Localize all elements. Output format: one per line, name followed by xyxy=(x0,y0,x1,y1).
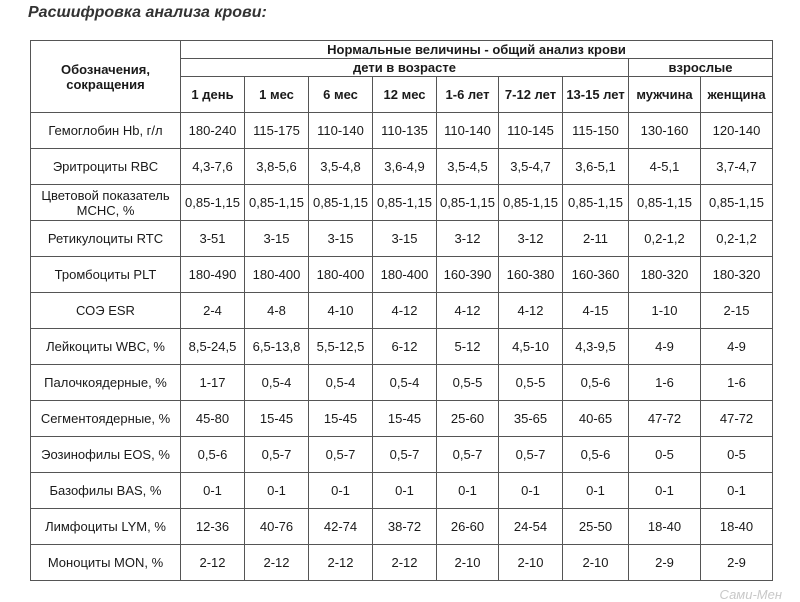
table-cell: 2-10 xyxy=(437,545,499,581)
table-cell: 35-65 xyxy=(499,401,563,437)
row-label: Лимфоциты LYM, % xyxy=(31,509,181,545)
table-cell: 0-1 xyxy=(437,473,499,509)
watermark: Сами-Мен xyxy=(719,587,782,602)
table-cell: 1-6 xyxy=(629,365,701,401)
table-row xyxy=(31,221,773,257)
row-label: Цветовой показатель MCHC, % xyxy=(31,185,181,221)
table-cell: 160-380 xyxy=(499,257,563,293)
table-cell: 2-9 xyxy=(701,545,773,581)
table-cell: 3-15 xyxy=(245,221,309,257)
table-cell: 2-12 xyxy=(181,545,245,581)
table-cell: 4-9 xyxy=(629,329,701,365)
row-label: Тромбоциты PLT xyxy=(31,257,181,293)
table-cell: 2-9 xyxy=(629,545,701,581)
table-cell: 0,5-7 xyxy=(437,437,499,473)
table-cell: 1-10 xyxy=(629,293,701,329)
table-cell: 160-360 xyxy=(563,257,629,293)
table-cell: 3,8-5,6 xyxy=(245,149,309,185)
table-cell: 180-320 xyxy=(701,257,773,293)
table-cell: 0,5-7 xyxy=(499,437,563,473)
row-label: Моноциты MON, % xyxy=(31,545,181,581)
children-group-header: дети в возрасте xyxy=(181,59,629,77)
table-cell: 4-12 xyxy=(437,293,499,329)
table-cell: 0-5 xyxy=(701,437,773,473)
table-cell: 3-51 xyxy=(181,221,245,257)
table-cell: 0-1 xyxy=(245,473,309,509)
table-cell: 0,5-4 xyxy=(245,365,309,401)
table-cell: 4-12 xyxy=(499,293,563,329)
table-cell: 115-175 xyxy=(245,113,309,149)
table-cell: 0,85-1,15 xyxy=(245,185,309,221)
table-cell: 26-60 xyxy=(437,509,499,545)
table-cell: 110-145 xyxy=(499,113,563,149)
table-cell: 42-74 xyxy=(309,509,373,545)
table-cell: 6-12 xyxy=(373,329,437,365)
table-cell: 15-45 xyxy=(245,401,309,437)
row-label: Ретикулоциты RTC xyxy=(31,221,181,257)
table-cell: 6,5-13,8 xyxy=(245,329,309,365)
column-header: 6 мес xyxy=(309,77,373,113)
table-cell: 47-72 xyxy=(701,401,773,437)
column-header: 1 день xyxy=(181,77,245,113)
table-cell: 0-1 xyxy=(629,473,701,509)
table-cell: 0,5-7 xyxy=(245,437,309,473)
table-cell: 115-150 xyxy=(563,113,629,149)
column-header: 1 мес xyxy=(245,77,309,113)
table-cell: 1-17 xyxy=(181,365,245,401)
table-cell: 3-15 xyxy=(373,221,437,257)
row-label: Сегментоядерные, % xyxy=(31,401,181,437)
row-label: Гемоглобин Hb, г/л xyxy=(31,113,181,149)
table-cell: 130-160 xyxy=(629,113,701,149)
column-header: 13-15 лет xyxy=(563,77,629,113)
table-cell: 0,85-1,15 xyxy=(563,185,629,221)
table-row xyxy=(31,437,773,473)
table-cell: 4-8 xyxy=(245,293,309,329)
table-cell: 2-12 xyxy=(373,545,437,581)
table-cell: 160-390 xyxy=(437,257,499,293)
table-cell: 47-72 xyxy=(629,401,701,437)
table-cell: 0,85-1,15 xyxy=(181,185,245,221)
table-cell: 8,5-24,5 xyxy=(181,329,245,365)
adults-group-header: взрослые xyxy=(629,59,773,77)
group-title: Нормальные величины - общий анализ крови xyxy=(181,41,773,59)
table-cell: 2-10 xyxy=(563,545,629,581)
table-row xyxy=(31,149,773,185)
table-row xyxy=(31,545,773,581)
table-cell: 0-1 xyxy=(499,473,563,509)
row-label: Эритроциты RBC xyxy=(31,149,181,185)
table-cell: 3-15 xyxy=(309,221,373,257)
table-cell: 5-12 xyxy=(437,329,499,365)
table-cell: 0,85-1,15 xyxy=(373,185,437,221)
table-row xyxy=(31,113,773,149)
table-row xyxy=(31,293,773,329)
table-row xyxy=(31,329,773,365)
table-cell: 1-6 xyxy=(701,365,773,401)
table-row xyxy=(31,365,773,401)
table-cell: 110-135 xyxy=(373,113,437,149)
column-header: мужчина xyxy=(629,77,701,113)
column-header: 7-12 лет xyxy=(499,77,563,113)
row-label: Палочкоядерные, % xyxy=(31,365,181,401)
table-cell: 18-40 xyxy=(629,509,701,545)
table-cell: 4-12 xyxy=(373,293,437,329)
table-cell: 45-80 xyxy=(181,401,245,437)
table-cell: 3-12 xyxy=(499,221,563,257)
column-header: 1-6 лет xyxy=(437,77,499,113)
table-cell: 0,5-6 xyxy=(563,365,629,401)
table-cell: 4-15 xyxy=(563,293,629,329)
table-cell: 3,5-4,7 xyxy=(499,149,563,185)
table-cell: 2-12 xyxy=(309,545,373,581)
table-cell: 2-12 xyxy=(245,545,309,581)
table-cell: 4,3-7,6 xyxy=(181,149,245,185)
table-row xyxy=(31,257,773,293)
table-cell: 3-12 xyxy=(437,221,499,257)
table-cell: 0,85-1,15 xyxy=(629,185,701,221)
table-row xyxy=(31,185,773,221)
table-cell: 180-400 xyxy=(309,257,373,293)
table-cell: 3,5-4,8 xyxy=(309,149,373,185)
table-cell: 0,5-4 xyxy=(309,365,373,401)
table-cell: 4-10 xyxy=(309,293,373,329)
table-cell: 0-5 xyxy=(629,437,701,473)
table-cell: 24-54 xyxy=(499,509,563,545)
table-cell: 0,5-6 xyxy=(563,437,629,473)
table-cell: 0-1 xyxy=(701,473,773,509)
table-cell: 2-4 xyxy=(181,293,245,329)
table-cell: 180-400 xyxy=(373,257,437,293)
table-cell: 38-72 xyxy=(373,509,437,545)
table-cell: 0,5-5 xyxy=(437,365,499,401)
table-cell: 4-9 xyxy=(701,329,773,365)
table-cell: 3,5-4,5 xyxy=(437,149,499,185)
table-cell: 180-400 xyxy=(245,257,309,293)
column-header: 12 мес xyxy=(373,77,437,113)
table-cell: 180-240 xyxy=(181,113,245,149)
table-row xyxy=(31,401,773,437)
table-cell: 12-36 xyxy=(181,509,245,545)
table-cell: 0,5-6 xyxy=(181,437,245,473)
table-cell: 4,5-10 xyxy=(499,329,563,365)
table-cell: 25-60 xyxy=(437,401,499,437)
table-cell: 110-140 xyxy=(437,113,499,149)
table-cell: 0-1 xyxy=(309,473,373,509)
table-cell: 180-490 xyxy=(181,257,245,293)
table-cell: 0-1 xyxy=(373,473,437,509)
table-cell: 5,5-12,5 xyxy=(309,329,373,365)
table-cell: 3,6-4,9 xyxy=(373,149,437,185)
row-label: СОЭ ESR xyxy=(31,293,181,329)
column-header: женщина xyxy=(701,77,773,113)
table-cell: 18-40 xyxy=(701,509,773,545)
row-label: Лейкоциты WBC, % xyxy=(31,329,181,365)
table-cell: 180-320 xyxy=(629,257,701,293)
table-cell: 0,2-1,2 xyxy=(629,221,701,257)
table-cell: 120-140 xyxy=(701,113,773,149)
row-label: Базофилы BAS, % xyxy=(31,473,181,509)
table-cell: 3,6-5,1 xyxy=(563,149,629,185)
table-cell: 3,7-4,7 xyxy=(701,149,773,185)
table-cell: 0,85-1,15 xyxy=(499,185,563,221)
table-cell: 0,85-1,15 xyxy=(309,185,373,221)
table-cell: 15-45 xyxy=(373,401,437,437)
row-label: Эозинофилы EOS, % xyxy=(31,437,181,473)
table-cell: 0,2-1,2 xyxy=(701,221,773,257)
corner-header: Обозначения, сокращения xyxy=(31,41,181,113)
table-cell: 2-15 xyxy=(701,293,773,329)
table-cell: 25-50 xyxy=(563,509,629,545)
table-cell: 0-1 xyxy=(181,473,245,509)
table-cell: 4,3-9,5 xyxy=(563,329,629,365)
table-cell: 2-10 xyxy=(499,545,563,581)
table-cell: 2-11 xyxy=(563,221,629,257)
table-cell: 0,85-1,15 xyxy=(437,185,499,221)
table-cell: 40-65 xyxy=(563,401,629,437)
table-cell: 0,5-4 xyxy=(373,365,437,401)
table-cell: 0-1 xyxy=(563,473,629,509)
table-cell: 0,5-5 xyxy=(499,365,563,401)
table-cell: 0,85-1,15 xyxy=(701,185,773,221)
table-cell: 110-140 xyxy=(309,113,373,149)
blood-test-table xyxy=(30,40,773,581)
table-cell: 0,5-7 xyxy=(309,437,373,473)
table-cell: 0,5-7 xyxy=(373,437,437,473)
page-title: Расшифровка анализа крови: xyxy=(28,4,267,21)
table-cell: 40-76 xyxy=(245,509,309,545)
table-cell: 15-45 xyxy=(309,401,373,437)
table-row xyxy=(31,509,773,545)
table-cell: 4-5,1 xyxy=(629,149,701,185)
table-row xyxy=(31,473,773,509)
